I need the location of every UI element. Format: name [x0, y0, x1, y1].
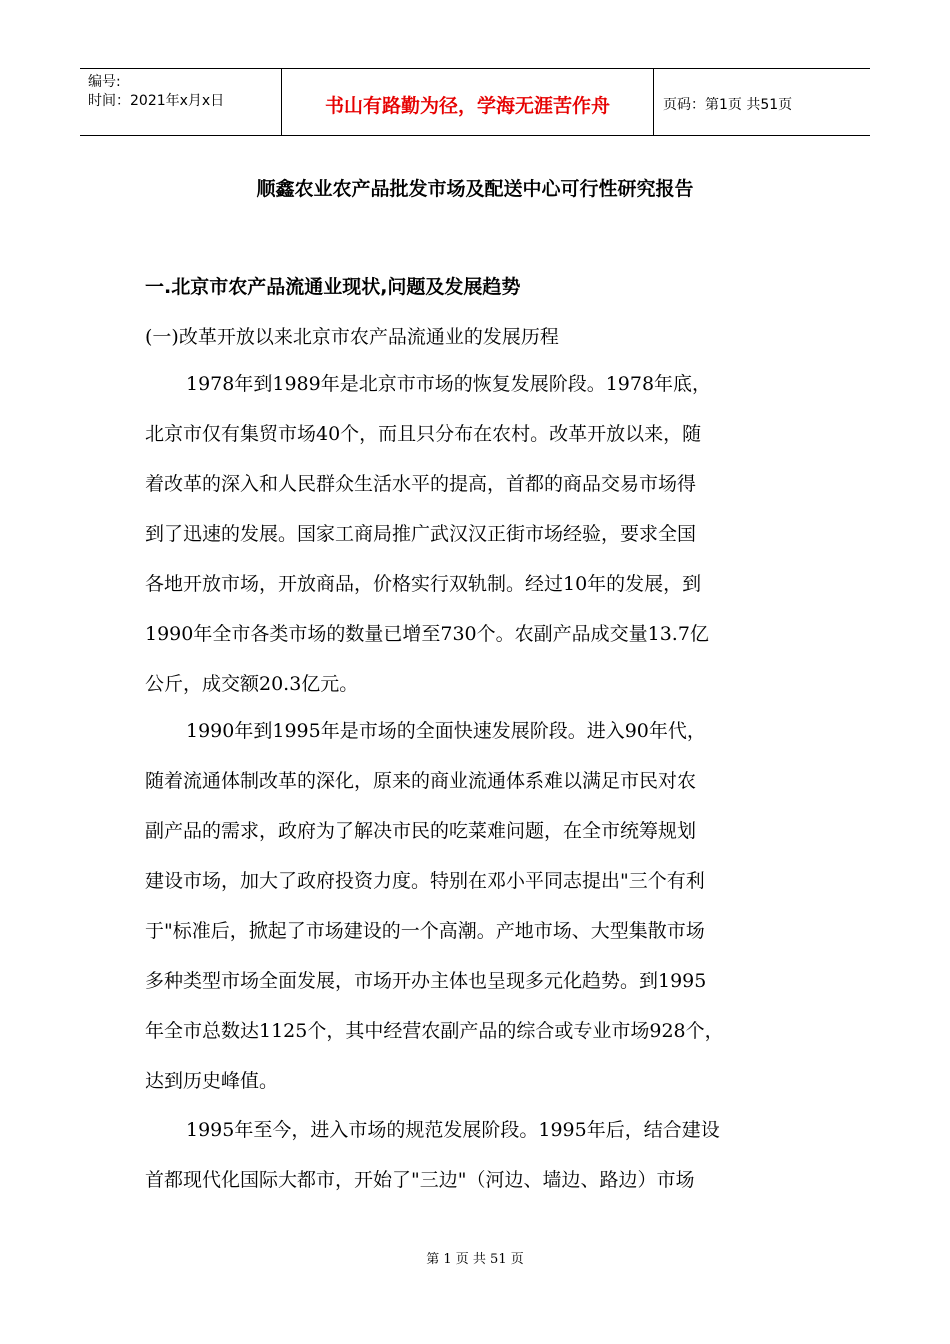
- paragraph-line: 到了迅速的发展。国家工商局推广武汉汉正街市场经验，要求全国: [145, 523, 697, 545]
- paragraph-line: 北京市仅有集贸市场40个，而且只分布在农村。改革开放以来，随: [145, 423, 702, 445]
- header-page-info: 页码：第1页 共51页: [663, 97, 793, 113]
- paragraph-line: 1978年到1989年是北京市市场的恢复发展阶段。1978年底，: [186, 373, 712, 395]
- paragraph-line: 随着流通体制改革的深化，原来的商业流通体系难以满足市民对农: [145, 770, 697, 792]
- paragraph-line: 副产品的需求，政府为了解决市民的吃菜难问题，在全市统筹规划: [145, 820, 697, 842]
- paragraph-line: 于"标准后，掀起了市场建设的一个高潮。产地市场、大型集散市场: [145, 920, 705, 942]
- page-footer: 第 1 页 共 51 页: [426, 1252, 524, 1267]
- page-header: [80, 68, 870, 136]
- paragraph-line: 建设市场，加大了政府投资力度。特别在邓小平同志提出"三个有利: [145, 870, 705, 892]
- paragraph-line: 首都现代化国际大都市，开始了"三边"（河边、墙边、路边）市场: [145, 1169, 695, 1191]
- paragraph-line: 各地开放市场，开放商品，价格实行双轨制。经过10年的发展，到: [145, 573, 702, 595]
- paragraph-line: 达到历史峰值。: [145, 1070, 279, 1092]
- document-number-label: 编号:: [88, 74, 121, 90]
- paragraph-2: [145, 719, 815, 1119]
- header-meta: [88, 73, 224, 111]
- header-divider-right: [653, 69, 654, 136]
- paragraph-line: 着改革的深入和人民群众生活水平的提高，首都的商品交易市场得: [145, 473, 697, 495]
- paragraph-line: 公斤，成交额20.3亿元。: [145, 673, 359, 695]
- subsection-heading: (一)改革开放以来北京市农产品流通业的发展历程: [145, 326, 559, 348]
- document-title: 顺鑫农业农产品批发市场及配送中心可行性研究报告: [256, 178, 694, 200]
- paragraph-line: 1995年至今，进入市场的规范发展阶段。1995年后，结合建设: [186, 1119, 720, 1141]
- paragraph-line: 1990年全市各类市场的数量已增至730个。农副产品成交量13.7亿: [145, 623, 709, 645]
- header-motto: 书山有路勤为径，学海无涯苦作舟: [324, 95, 610, 117]
- paragraph-line: 多种类型市场全面发展，市场开办主体也呈现多元化趋势。到1995: [145, 970, 707, 992]
- paragraph-1: [145, 372, 815, 722]
- paragraph-line: 年全市总数达1125个，其中经营农副产品的综合或专业市场928个，: [145, 1020, 724, 1042]
- paragraph-line: 1990年到1995年是市场的全面快速发展阶段。进入90年代，: [186, 720, 706, 742]
- paragraph-3: [145, 1118, 815, 1218]
- section-heading: 一.北京市农产品流通业现状,问题及发展趋势: [145, 276, 521, 298]
- document-time-label: 时间：2021年x月x日: [88, 93, 225, 109]
